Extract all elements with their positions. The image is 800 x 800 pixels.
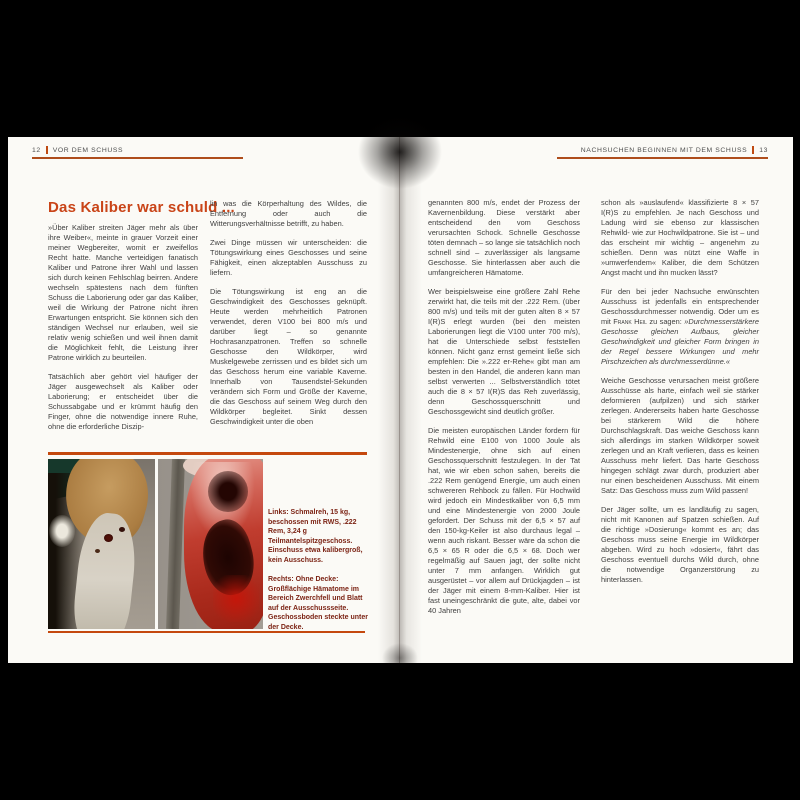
page-gutter-shadow bbox=[378, 137, 422, 663]
photo-top-rule bbox=[48, 452, 367, 455]
right-header-rule bbox=[557, 157, 768, 159]
left-page-column-1 bbox=[48, 223, 198, 441]
deer-tail bbox=[49, 515, 75, 547]
photo-bottom-rule bbox=[48, 631, 365, 633]
paragraph: Wer beispielsweise eine größere Zahl Rehe zerwirkt hat, die teils mit der .222 Rem. (über 800 m/s) und teils mit der guten alten 8 × 57 I(R)S erlegt wurden (bei den meisten Laborierungen liegt die V100 unter 700 m/s), hat die Unterschiede selbst feststellen können. Nicht ganz ernst gemeint ließe sich empfehlen: Die ».222 er-Rehe« gibt man am besten in den Handel, die anderen kann man selbst verwerten ... Selbstverständlich tötet auch die 8 × 57 I(R)S das Reh zuverlässig, denn Geschossquerschnitt und Geschossgewicht sind deutlich größer. bbox=[428, 287, 580, 416]
bullet-entry-wound bbox=[104, 534, 113, 542]
paragraph: Zwei Dinge müssen wir unterscheiden: die Tötungswirkung eines Geschosses und seine Fähigkeit, einen akzeptablen Ausschuss zu liefern. bbox=[210, 238, 367, 277]
gutter-top-shadow bbox=[358, 115, 442, 189]
photo-caption-right: Rechts: Ohne Decke: Großflächige Hämatome im Bereich Zwerchfell und Blatt auf der Ausschussseite. Geschossboden steckte unter der Decke. bbox=[268, 576, 368, 631]
left-page-number: 12 bbox=[32, 146, 41, 154]
paragraph: genannten 800 m/s, endet der Prozess der Kavernenbildung. Diese verstärkt aber entscheidend den vom Geschoss verursachten Schock. Schnelle Geschosse töten demnach – so lange sie tatsächlich noch schnell sind – zuverlässiger als langsame Geschosse. Sie hinterlassen aber auch die umfangreicheren Hämatome. bbox=[428, 198, 580, 277]
left-page-column-2 bbox=[210, 199, 367, 436]
page-gutter-line bbox=[399, 137, 400, 663]
quote-intro: Für den bei jeder Nachsuche erwünschten Ausschuss ist jedenfalls ein entsprechender Geschossdurchmesser notwendig. Oder um es mit bbox=[601, 287, 759, 326]
header-separator-bar bbox=[46, 146, 48, 154]
bright-flesh bbox=[213, 575, 259, 623]
right-page-column-1 bbox=[428, 198, 580, 625]
article-title: Das Kaliber war schuld ... bbox=[48, 199, 235, 217]
quote-text: »Durchmesserstärkere Geschosse gleichen Aufbaus, gleicher Geschwindigkeit und gleicher Form bringen in der Regel bessere Wirkungen und mehr Pirschzeichen als durchmesserdünne.« bbox=[601, 317, 760, 366]
paragraph: Der Jäger sollte, um es landläufig zu sagen, nicht mit Kanonen auf Spatzen schießen. Auf die richtige »Dosierung« kommt es an; das Geschoss muss seine Energie im Wildkörper abgeben. Wird zu hoch »dosiert«, fährt das Geschoss eventuell durchs Wild durch, ohne die notwendige Organzerstörung zu hinterlassen. bbox=[601, 505, 759, 584]
gutter-bottom-shadow bbox=[382, 643, 418, 673]
photo-deer-hindquarter bbox=[48, 459, 155, 629]
left-header-rule bbox=[32, 157, 243, 159]
wound-spot bbox=[119, 527, 125, 532]
hematoma-upper bbox=[208, 471, 248, 512]
paragraph: Tatsächlich aber gehört viel häufiger der Jäger ausgewechselt als Kaliber oder Laborierung; er entscheidet über die Schussabgabe und er krümmt häufig den Finger, ohne die notwendige innere Ruhe, ohne die erforderliche Diszip- bbox=[48, 372, 198, 431]
photo-carcass-hematoma bbox=[158, 459, 263, 629]
author-name: Frank Heil bbox=[613, 317, 647, 326]
right-page-header bbox=[581, 146, 768, 154]
quote-middle: zu sagen: bbox=[646, 317, 685, 326]
paragraph: Die Tötungswirkung ist eng an die Geschwindigkeit des Geschosses geknüpft. Heute werden mehrheitlich Patronen verwendet, deren V100 bei 800 m/s und darüber liegt – so genannte Hochrasanzpatronen. Treffen so schnelle Geschosse den Wildkörper, wird Muskelgewebe zerrissen und es bildet sich um das Geschoss herum eine variable Kaverne. Innerhalb von Tausendstel-Sekunden verändern sich Form und Größe der Kaverne, die das Geschoss auf seinem Weg durch den Wildkörper begleitet. Sinkt dessen Geschwindigkeit unter die oben bbox=[210, 287, 367, 426]
paragraph: »Über Kaliber streiten Jäger mehr als über ihre Weiber«, meinte in grauer Vorzeit einer meiner Wegbereiter, womit er zweifellos Recht hatte. Manche verteidigen fanatisch Kaliber und Patrone ihrer Wahl und lassen sich durch keinen Fehlschlag beirren. Andere wechseln spätestens nach dem fünften Schuss die Laborierung oder gar das Kaliber, weil die Wirkung der Patrone nicht ihren Erwartungen entspricht. Sie können sich den ständigen Wechsel nur erlauben, weil sie relativ wenig schießen und weil ihnen damit die Möglichkeit fehlt, die Leistung ihrer Patrone wirklich zu beurteilen. bbox=[48, 223, 198, 362]
right-page-number: 13 bbox=[759, 146, 768, 154]
header-separator-bar bbox=[752, 146, 754, 154]
quote-paragraph bbox=[601, 287, 759, 367]
photo-caption-left: Links: Schmalreh, 15 kg, beschossen mit RWS, .222 Rem, 3,24 g Teilmantelspitzgeschoss. Einschuss etwa kalibergroß, kein Ausschuss. bbox=[268, 509, 363, 564]
right-running-title: NACHSUCHEN BEGINNEN MIT DEM SCHUSS bbox=[580, 146, 748, 154]
left-running-title: VOR DEM SCHUSS bbox=[52, 146, 124, 154]
paragraph: schon als »auslaufend« klassifizierte 8 × 57 I(R)S zu empfehlen. Je nach Geschoss und Ladung wird sie ebenso zur klassischen Rehwild- wie zur Hochwildpatrone. Sie ist – und das erscheint mir wichtig – angenehm zu schießen. Denn was nützt eine Waffe in »umwerfendem« Kaliber, die dem Schützen Angst macht und ihn mucken lässt? bbox=[601, 198, 759, 277]
left-page-header bbox=[32, 146, 123, 154]
paragraph: Die meisten europäischen Länder fordern für Rehwild eine E100 von 1000 Joule als Mindestenergie, ohne sich auf einen Geschossquerschnitt festzulegen. In der Tat hat, wie wir eben schon sahen, bereits die .222 Rem genügend Energie, um auch einen schwereren Rehbock zu fällen. Für Hochwild wird jedoch ein Mindestkaliber von 6,5 mm und eine Mindestenergie von 2000 Joule gefordert. Der Schuss mit der 6,5 × 57 auf den 150-kg-Keiler ist also durchaus legal – wenn auch riskant. Besser wäre da schon die 6,5 × 65 R oder die 6,5 × 68. Doch wer regelmäßig auf Sauen jagt, der sollte nicht unter 7 mm anfangen. Wirklich gut ausgerüstet – vor allem auf Drückjagden – ist der Jäger mit einem 8-mm-Kaliber. Hier ist fast uneingeschränkt die gute, alte, dabei vor 40 Jahren bbox=[428, 426, 580, 615]
book-spread bbox=[8, 137, 793, 663]
paragraph: Weiche Geschosse verursachen meist größere Ausschüsse als harte, einfach weil sie stärker deformieren (aufpilzen) und sich stärker zerlegen. Andererseits haben harte Geschosse bei stärkerem Wild die höhere Durchschlagskraft. Das weiche Geschoss kann sich allerdings im starken Wildkörper soweit zerlegen und an Kraft verlieren, dass es keinen Ausschuss mehr liefert. Das harte Geschoss hingegen schlägt zwar durch, produziert aber nur einen bescheidenen Ausschuss. Mit einem Satz: Das Geschoss muss zum Wild passen! bbox=[601, 376, 759, 495]
right-page-column-2 bbox=[601, 198, 759, 594]
paragraph: lin was die Körperhaltung des Wildes, die Entfernung oder auch die Witterungsverhältnisse betrifft, zu haben. bbox=[210, 199, 367, 228]
